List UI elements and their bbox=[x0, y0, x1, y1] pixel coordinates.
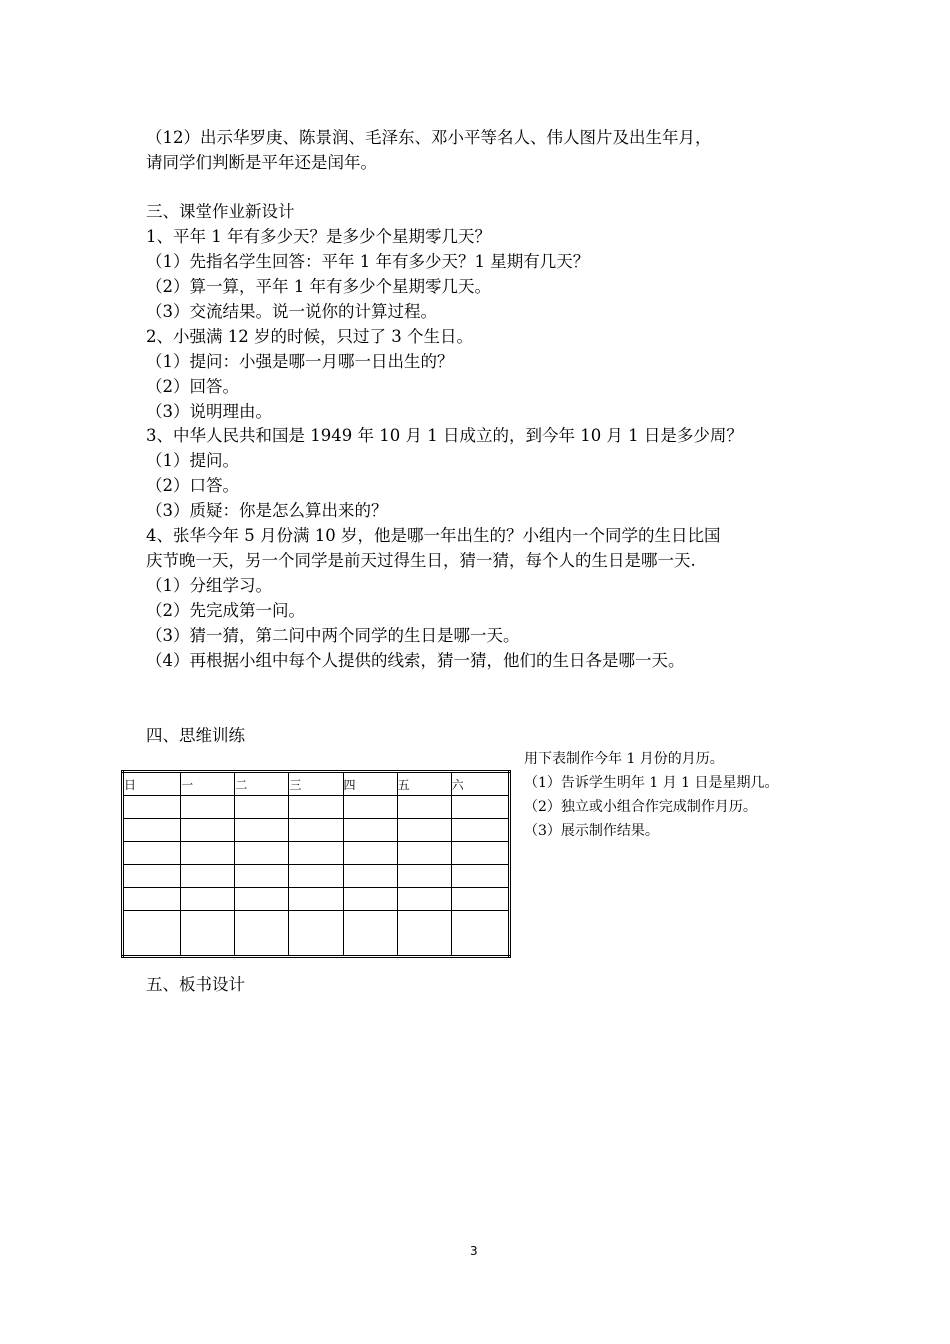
calendar-intro: 用下表制作今年 1 月份的月历。 bbox=[524, 751, 724, 767]
sec3-line: （2）口答。 bbox=[146, 476, 239, 495]
calendar-row bbox=[123, 796, 510, 819]
day-cell bbox=[235, 865, 289, 888]
calendar-step: （2）独立或小组合作完成制作月历。 bbox=[524, 799, 757, 815]
day-cell bbox=[289, 888, 343, 911]
day-cell bbox=[397, 888, 451, 911]
day-cell bbox=[451, 865, 509, 888]
day-cell bbox=[451, 842, 509, 865]
day-cell bbox=[123, 888, 181, 911]
calendar-step: （1）告诉学生明年 1 月 1 日是星期几。 bbox=[524, 775, 779, 791]
sec3-line: （1）提问：小强是哪一月哪一日出生的？ bbox=[146, 352, 454, 371]
day-cell bbox=[397, 796, 451, 819]
calendar-header-row bbox=[123, 772, 510, 796]
sec3-line: 1、平年 1 年有多少天？是多少个星期零几天？ bbox=[146, 227, 491, 246]
sec3-line: 庆节晚一天，另一个同学是前天过得生日，猜一猜，每个人的生日是哪一天. bbox=[146, 551, 696, 570]
day-cell bbox=[181, 819, 235, 842]
day-cell bbox=[289, 842, 343, 865]
day-cell bbox=[289, 865, 343, 888]
day-cell bbox=[397, 819, 451, 842]
day-cell bbox=[235, 888, 289, 911]
day-cell bbox=[289, 911, 343, 957]
sec4-heading: 四、思维训练 bbox=[146, 726, 245, 745]
sec3-line: （2）回答。 bbox=[146, 377, 239, 396]
day-cell bbox=[181, 796, 235, 819]
calendar-row bbox=[123, 819, 510, 842]
sec5-heading: 五、板书设计 bbox=[146, 975, 245, 994]
day-cell bbox=[289, 819, 343, 842]
sec3-line: （4）再根据小组中每个人提供的线索，猜一猜，他们的生日各是哪一天。 bbox=[146, 651, 685, 670]
day-cell bbox=[343, 911, 397, 957]
calendar-step: （3）展示制作结果。 bbox=[524, 823, 659, 839]
weekday-cell: 日 bbox=[123, 772, 181, 796]
day-cell bbox=[235, 911, 289, 957]
day-cell bbox=[289, 796, 343, 819]
day-cell bbox=[343, 888, 397, 911]
sec3-line: （1）提问。 bbox=[146, 451, 239, 470]
calendar-row bbox=[123, 911, 510, 957]
sec3-line: （1）先指名学生回答：平年 1 年有多少天？1 星期有几天？ bbox=[146, 252, 590, 271]
sec3-line: （1）分组学习。 bbox=[146, 576, 272, 595]
weekday-cell: 四 bbox=[343, 772, 397, 796]
calendar-instructions bbox=[524, 747, 779, 843]
sec3-line: （3）质疑：你是怎么算出来的？ bbox=[146, 501, 388, 520]
weekday-cell: 一 bbox=[181, 772, 235, 796]
sec3-line: （3）交流结果。说一说你的计算过程。 bbox=[146, 302, 437, 321]
calendar-row bbox=[123, 865, 510, 888]
day-cell bbox=[123, 911, 181, 957]
day-cell bbox=[343, 796, 397, 819]
calendar-table bbox=[121, 770, 511, 958]
day-cell bbox=[451, 911, 509, 957]
day-cell bbox=[451, 819, 509, 842]
day-cell bbox=[397, 842, 451, 865]
weekday-cell: 六 bbox=[451, 772, 509, 796]
sec3-line: （2）算一算，平年 1 年有多少个星期零几天。 bbox=[146, 277, 491, 296]
sec12-line2: 请同学们判断是平年还是闰年。 bbox=[146, 153, 377, 172]
sec3-heading: 三、课堂作业新设计 bbox=[146, 202, 295, 221]
day-cell bbox=[235, 796, 289, 819]
day-cell bbox=[451, 796, 509, 819]
page-number: 3 bbox=[470, 1244, 478, 1258]
weekday-cell: 五 bbox=[397, 772, 451, 796]
day-cell bbox=[181, 842, 235, 865]
sec3-line: （3）说明理由。 bbox=[146, 402, 272, 421]
day-cell bbox=[123, 865, 181, 888]
sec3-line: （2）先完成第一问。 bbox=[146, 601, 305, 620]
day-cell bbox=[397, 865, 451, 888]
day-cell bbox=[397, 911, 451, 957]
day-cell bbox=[123, 796, 181, 819]
day-cell bbox=[343, 819, 397, 842]
day-cell bbox=[343, 865, 397, 888]
weekday-cell: 二 bbox=[235, 772, 289, 796]
sec3-line: （3）猜一猜，第二问中两个同学的生日是哪一天。 bbox=[146, 626, 520, 645]
calendar-row bbox=[123, 888, 510, 911]
day-cell bbox=[181, 888, 235, 911]
day-cell bbox=[343, 842, 397, 865]
calendar-row bbox=[123, 842, 510, 865]
day-cell bbox=[235, 819, 289, 842]
day-cell bbox=[123, 842, 181, 865]
sec3-line: 2、小强满 12 岁的时候，只过了 3 个生日。 bbox=[146, 327, 473, 346]
weekday-cell: 三 bbox=[289, 772, 343, 796]
day-cell bbox=[181, 911, 235, 957]
day-cell bbox=[235, 842, 289, 865]
sec12-line1: （12）出示华罗庚、陈景润、毛泽东、邓小平等名人、伟人图片及出生年月， bbox=[146, 128, 712, 147]
sec3-line: 3、中华人民共和国是 1949 年 10 月 1 日成立的，到今年 10 月 1 日是多少周？ bbox=[146, 426, 743, 445]
day-cell bbox=[451, 888, 509, 911]
day-cell bbox=[123, 819, 181, 842]
day-cell bbox=[181, 865, 235, 888]
sec3-line: 4、张华今年 5 月份满 10 岁，他是哪一年出生的？小组内一个同学的生日比国 bbox=[146, 526, 721, 545]
